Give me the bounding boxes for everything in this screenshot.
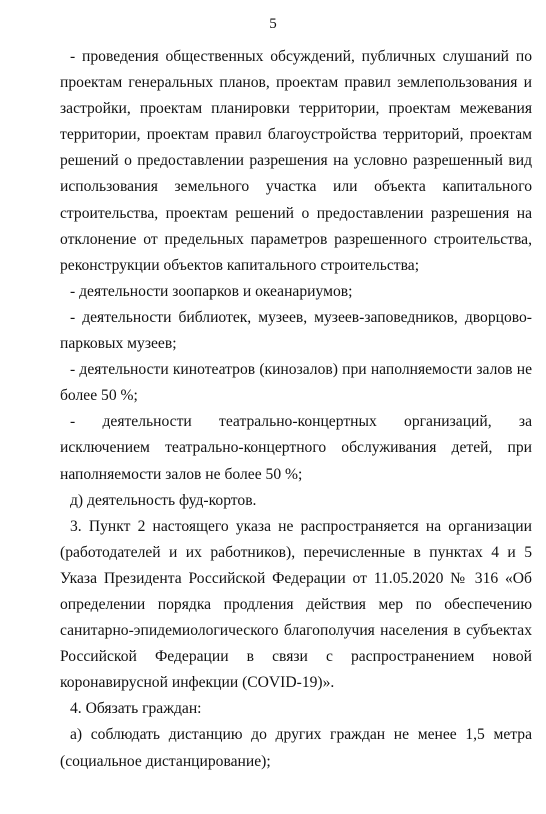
- paragraph-point-4: 4. Обязать граждан:: [70, 700, 202, 718]
- paragraph-point-3: 3. Пункт 2 настоящего указа не распространяется на организации (работодателей и их работников), перечисленные в пунктах 4 и 5 Указа Президента Российской Федерации от 11.05.2020 № 316 «Об определении порядка продления действия мер по обеспечению санитарно-эпидемиологического благополучия населения в субъектах Российской Федерации в связи с распространением новой коронавирусной инфекции (COVID-19)».: [60, 517, 532, 692]
- paragraph-theatres: - деятельности театрально-концертных организаций, за исключением театрально-концертного обслуживания детей, при наполняемости залов не более 50 %;: [60, 413, 532, 483]
- document-body: [60, 44, 532, 775]
- paragraph-food-courts: д) деятельность фуд-кортов.: [70, 491, 257, 509]
- page-number: 5: [269, 16, 277, 32]
- paragraph-social-distancing: а) соблюдать дистанцию до других граждан не менее 1,5 метра (социальное дистанцирование);: [60, 726, 532, 770]
- paragraph-zoos: - деятельности зоопарков и океанариумов;: [70, 282, 353, 300]
- paragraph-libraries-museums: - деятельности библиотек, музеев, музеев-заповедников, дворцово-парковых музеев;: [60, 308, 532, 353]
- paragraph-cinemas: - деятельности кинотеатров (кинозалов) при наполняемости залов не более 50 %;: [60, 361, 532, 405]
- paragraph-public-hearings: - проведения общественных обсуждений, публичных слушаний по проектам генеральных планов, проектам правил землепользования и застройки, проектам планировки территории, проектам межевания территории, проектам правил благоустройства территорий, проектам решений о предоставлении разрешения на условно разрешенный вид использования земельного участка или объекта капитального строительства, проектам решений о предоставлении разрешения на отклонение от предельных параметров разрешенного строительства, реконструкции объектов капитального строительства;: [60, 48, 532, 274]
